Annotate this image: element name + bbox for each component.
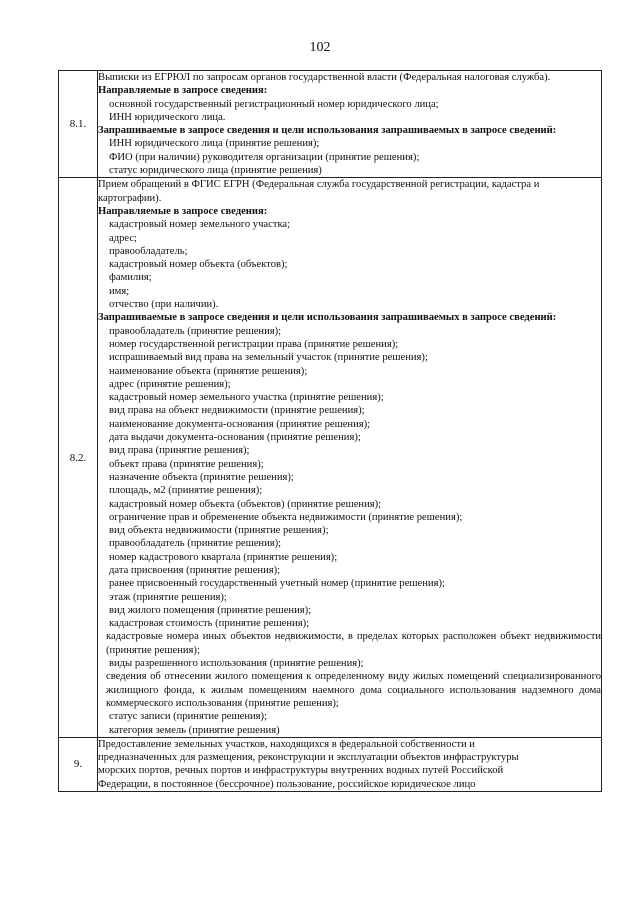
content-line: Прием обращений в ФГИС ЕГРН (Федеральная служба государственной регистрации, кадастра и картографии).: [98, 179, 540, 204]
content-line: кадастровые номера иных объектов недвижимости, в пределах которых расположен объект недвижимости (принятие решения);: [106, 631, 601, 656]
content-line: кадастровая стоимость (принятие решения);: [109, 618, 310, 630]
content-line: Предоставление земельных участков, находящихся в федеральной собственности и: [98, 738, 475, 750]
content-line: кадастровый номер земельного участка (принятие решения);: [109, 392, 384, 404]
content-line: адрес;: [109, 232, 138, 244]
content-line: морских портов, речных портов и инфраструктуры внутренних водных путей Российской: [98, 765, 504, 777]
table-row: [59, 178, 602, 737]
content-line: правообладатель (принятие решения);: [109, 325, 282, 337]
content-line: объект права (принятие решения);: [109, 458, 264, 470]
content-line: ИНН юридического лица.: [109, 111, 226, 123]
content-line: этаж (принятие решения);: [109, 591, 227, 603]
content-line: вид права (принятие решения);: [109, 445, 250, 457]
content-line: испрашиваемый вид права на земельный участок (принятие решения);: [109, 352, 428, 364]
content-line: номер государственной регистрации права (принятие решения);: [109, 338, 399, 350]
content-line: кадастровый номер земельного участка;: [109, 219, 291, 231]
row-content: [98, 178, 602, 737]
content-line: дата присвоения (принятие решения);: [109, 564, 281, 576]
content-line: номер кадастрового квартала (принятие решения);: [109, 551, 338, 563]
content-line: дата выдачи документа-основания (принятие решения);: [109, 432, 361, 444]
content-line: Федерации, в постоянное (бессрочное) пользование, российское юридическое лицо: [98, 778, 476, 790]
content-line: назначение объекта (принятие решения);: [109, 471, 294, 483]
table-body: [59, 71, 602, 792]
content-line: наименование объекта (принятие решения);: [109, 365, 308, 377]
content-line: Выписки из ЕГРЮЛ по запросам органов государственной власти (Федеральная налоговая служба).: [98, 72, 551, 83]
row-number: 8.2.: [59, 178, 98, 737]
row-content: [98, 71, 602, 178]
content-line: имя;: [109, 285, 130, 297]
table-row: [59, 71, 602, 178]
content-line: ограничение прав и обременение объекта недвижимости (принятие решения);: [109, 511, 463, 523]
content-line: вид жилого помещения (принятие решения);: [109, 604, 312, 616]
content-line: наименование документа-основания (принятие решения);: [109, 418, 371, 430]
content-line: виды разрешенного использования (принятие решения);: [109, 658, 364, 670]
content-line: ФИО (при наличии) руководителя организации (принятие решения);: [109, 151, 420, 163]
content-line: основной государственный регистрационный номер юридического лица;: [109, 98, 439, 110]
row-content: [98, 737, 602, 791]
content-line: предназначенных для размещения, реконструкции и эксплуатации объектов инфраструктуры: [98, 752, 519, 764]
content-line: ИНН юридического лица (принятие решения);: [109, 138, 320, 150]
content-line: ранее присвоенный государственный учетный номер (принятие решения);: [109, 578, 445, 590]
content-line: правообладатель;: [109, 245, 188, 257]
content-line: отчество (при наличии).: [109, 299, 219, 311]
content-line: вид права на объект недвижимости (принятие решения);: [109, 405, 365, 417]
row-number: 9.: [59, 737, 98, 791]
content-line: статус юридического лица (принятие решения): [109, 165, 322, 177]
content-line: площадь, м2 (принятие решения);: [109, 485, 263, 497]
section-heading: Направляемые в запросе сведения:: [98, 85, 268, 97]
content-line: адрес (принятие решения);: [109, 378, 231, 390]
content-line: правообладатель (принятие решения);: [109, 538, 282, 550]
content-line: сведения об отнесении жилого помещения к определенному виду жилых помещений специализированного жилищного фонда, к жилым помещениям наемного дома социального использования надземного дома коммерческого использования (принятие решения);: [106, 671, 601, 709]
table-row: [59, 737, 602, 791]
page-number: 102: [309, 40, 331, 55]
content-line: фамилия;: [109, 272, 152, 284]
content-line: кадастровый номер объекта (объектов);: [109, 259, 288, 271]
content-line: кадастровый номер объекта (объектов) (принятие решения);: [109, 498, 382, 510]
section-heading: Запрашиваемые в запросе сведения и цели использования запрашиваемых в запросе сведений:: [98, 125, 557, 137]
content-line: статус записи (принятие решения);: [109, 711, 268, 723]
services-table: [58, 70, 602, 792]
section-heading: Запрашиваемые в запросе сведения и цели использования запрашиваемых в запросе сведений:: [98, 312, 557, 324]
content-line: вид объекта недвижимости (принятие решения);: [109, 525, 329, 537]
row-number: 8.1.: [59, 71, 98, 178]
content-line: категория земель (принятие решения): [109, 724, 280, 736]
section-heading: Направляемые в запросе сведения:: [98, 205, 268, 217]
